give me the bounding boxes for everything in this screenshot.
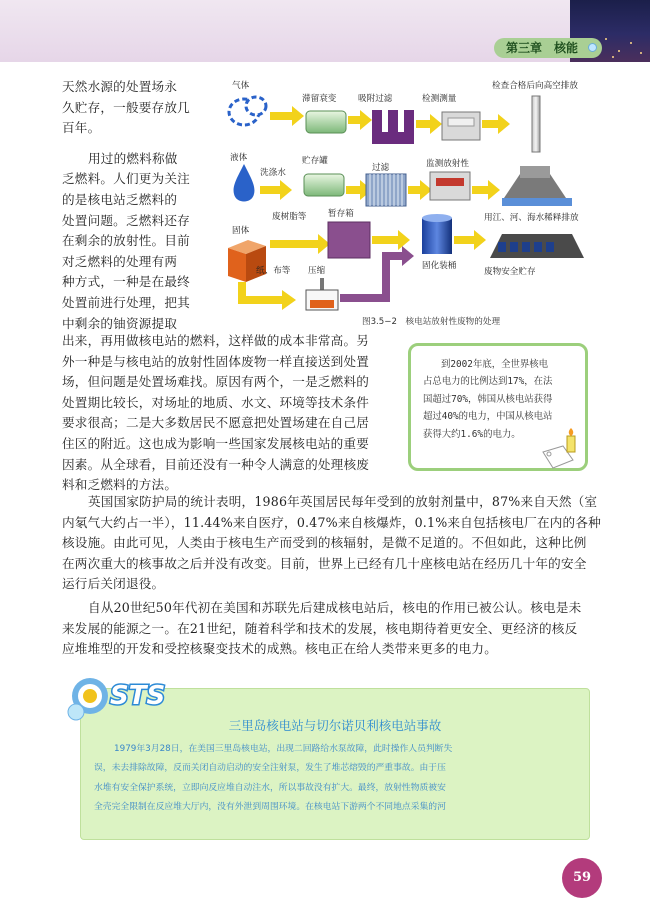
label-monitor-radio: 监测放射性 <box>426 159 469 169</box>
solidify-drum-icon <box>422 214 452 254</box>
label-wash-water: 洗涤水 <box>260 168 286 178</box>
exhaust-stack-icon <box>532 96 540 152</box>
tag-candle-icon <box>537 426 585 470</box>
text-line: 用过的燃料称做 <box>88 150 178 166</box>
filter-grid-icon <box>366 174 406 206</box>
note-line: 国超过70%，韩国从核电站获得 <box>423 393 553 405</box>
text-line: 因素。从全球看，目前还没有一种令人满意的处理核废 <box>62 456 370 472</box>
text-line: 在剩余的放射性。目前 <box>62 233 190 249</box>
monitor-indicator <box>436 178 464 186</box>
sts-line: 全壳完全限制在反应堆大厅内，没有外泄到周围环境。在核电站下游两个不同地点采集的河 <box>94 802 446 813</box>
compressor-icon <box>306 278 338 310</box>
text-line: 百年。 <box>62 120 101 136</box>
text-line: 乏燃料。人们更为关注 <box>62 171 190 187</box>
arrow-icon <box>270 234 330 254</box>
text-line: 外一种是与核电站的放射性固体废物一样直接送到处置 <box>62 353 370 369</box>
storage-tank-icon <box>304 174 344 196</box>
text-line: 英国国家防护局的统计表明，1986年英国居民每年受到的放射剂量中，87%来自天然（室 <box>88 494 598 509</box>
label-storage-tank: 贮存罐 <box>302 156 328 166</box>
note-line: 超过40%的电力，中国从核电站 <box>423 411 553 423</box>
liquid-drop-icon <box>234 164 255 202</box>
text-line: 天然水源的处置场永 <box>62 79 178 94</box>
text-line: 的是核电站乏燃料的 <box>62 191 178 207</box>
text-line: 在两次重大的核事故之后并没有改变。目前，世界上已经有几十座核电站在经历几十年的安全 <box>62 555 587 571</box>
text-line: 对乏燃料的处理有两 <box>62 253 178 269</box>
text-line: 中剩余的铀资源提取 <box>62 315 178 331</box>
chapter-dot-icon <box>588 43 597 52</box>
arrow-icon <box>238 282 296 310</box>
label-compress: 压缩 <box>308 266 326 276</box>
note-line: 占总电力的比例达到17%，在法 <box>423 376 553 388</box>
label-gas: 气体 <box>232 81 250 91</box>
text-line: 处置问题。乏燃料还存 <box>62 212 190 228</box>
column-text <box>62 77 222 334</box>
label-resin: 废树脂等 <box>272 212 307 222</box>
label-solid: 固体 <box>232 226 250 236</box>
label-filter: 过滤 <box>372 163 390 173</box>
arrow-icon <box>482 114 510 134</box>
waste-storage-icon <box>490 234 584 258</box>
waste-processing-diagram <box>222 68 610 330</box>
label-dilute: 用江、河、海水稀释排放 <box>484 213 579 223</box>
temp-storage-box-icon <box>328 222 370 258</box>
chapter-title: 第三章 核能 <box>506 41 579 55</box>
sts-line: 水堆有安全保护系统，立即向反应堆自动注水，所以事故没有扩大。最终，放射性物质被安 <box>94 782 446 793</box>
decay-tank-icon <box>306 111 346 133</box>
text-line: 自从20世纪50年代初在美国和苏联先后建成核电站后，核电的作用已被公认。核电是未 <box>88 600 582 615</box>
text-line: 料和乏燃料的方法。 <box>62 477 178 493</box>
text-line: 来发展的能源之一。在21世纪，随着科学和技术的发展，核电期待着更安全、更经济的核反 <box>62 620 578 636</box>
arrow-icon <box>408 180 432 200</box>
adsorb-filter-icon <box>372 110 414 144</box>
label-decay: 滞留衰变 <box>302 94 337 104</box>
monitor-screen <box>448 118 474 126</box>
label-solidify: 固化装桶 <box>422 261 457 271</box>
text-line: 内氡气大约占一半），11.44%来自医疗，0.47%来自核爆炸，0.1%来自包括核电厂在内的各种 <box>62 514 601 530</box>
page-number: 59 <box>562 858 602 898</box>
arrow-icon <box>372 230 410 250</box>
body-paragraph-2 <box>62 598 602 660</box>
text-line: 处置期比较长，对场址的地质、水文、环境等技术条件 <box>62 394 370 410</box>
text-line: 种方式，一种是在最终 <box>62 274 190 290</box>
body-paragraph-1 <box>62 492 602 595</box>
label-temp-box: 暂存箱 <box>328 209 354 219</box>
text-line: 久贮存，一般要存放几 <box>62 99 190 115</box>
note-line: 到2002年底，全世界核电 <box>441 359 548 370</box>
text-line: 应堆堆型的开发和受控核聚变技术的成熟。核电正在给人类带来更多的电力。 <box>62 641 497 657</box>
sts-line: 1979年3月28日，在美国三里岛核电站，出现二回路给水泵故障，此时操作人员判断失 <box>114 744 453 754</box>
arrow-icon <box>348 110 372 130</box>
label-adsorb: 吸附过滤 <box>358 94 393 104</box>
sts-title: 三里岛核电站与切尔诺贝利核电站事故 <box>228 718 442 733</box>
arrow-icon <box>416 114 442 134</box>
gas-cloud-icon <box>229 97 266 125</box>
info-note-box <box>408 343 588 471</box>
label-paper-cloth: 纸、布等 <box>256 266 291 276</box>
label-monitor: 检测测量 <box>422 94 457 104</box>
text-line: 运行后关闭退役。 <box>62 576 165 592</box>
sts-globe-icon <box>68 704 84 720</box>
sts-line: 误，未去排除故障，反而关闭自动启动的安全注射泵，发生了堆芯熔毁的严重事故。由于压 <box>94 763 446 774</box>
text-line: 住区的附近。这也成为影响一些国家发展核电站的重要 <box>62 435 370 451</box>
arrow-icon <box>472 180 500 200</box>
text-line: 要求很高；二是大多数居民不愿意把处置场建在自己居 <box>62 415 370 431</box>
arrow-icon <box>454 230 486 250</box>
text-line: 出来，再用做核电站的燃料，这样做的成本非常高。另 <box>62 333 370 348</box>
arrow-icon <box>260 180 292 200</box>
text-line: 场，但问题是处置场难找。原因有两个，一是乏燃料的 <box>62 374 370 390</box>
arrow-icon <box>270 106 304 126</box>
text-line: 核设施。由此可见，人类由于核电生产而受到的核辐射，是微不足道的。不但如此，这种比例 <box>62 535 587 551</box>
sts-body <box>94 740 580 818</box>
chapter-tab <box>494 38 602 58</box>
note-line: 获得大约1.6%的电力。 <box>423 428 521 440</box>
label-waste-store: 废物安全贮存 <box>484 267 536 277</box>
label-liquid: 液体 <box>230 153 248 163</box>
sts-logo-text: STS <box>110 681 166 711</box>
figure-caption: 图3.5−2 核电站放射性废物的处理 <box>362 317 501 327</box>
text-line: 处置前进行处理，把其 <box>62 294 190 310</box>
label-release: 检查合格后向高空排放 <box>492 81 578 91</box>
mid-text <box>62 331 412 496</box>
discharge-building-icon <box>502 166 572 206</box>
